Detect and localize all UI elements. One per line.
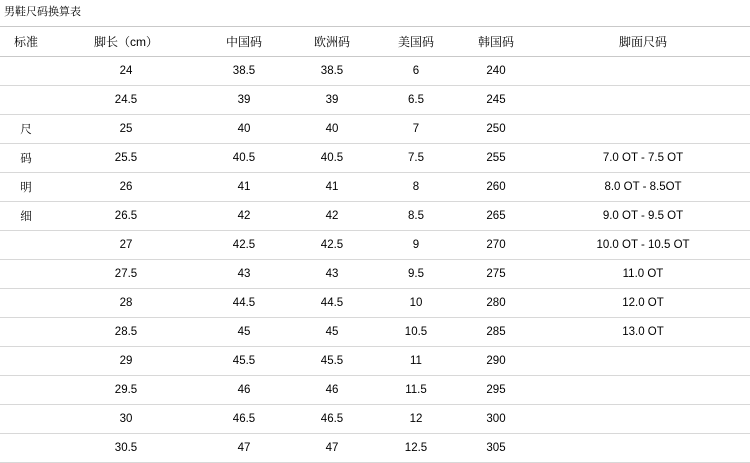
cell-instep-size: 7.0 OT - 7.5 OT — [536, 144, 750, 173]
row-label — [0, 347, 52, 376]
cell-foot-length: 25 — [52, 115, 200, 144]
shoe-size-conversion-table — [0, 26, 750, 463]
table-row — [0, 347, 750, 376]
page-title: 男鞋尺码换算表 — [4, 6, 81, 18]
cell-korea-size: 250 — [456, 115, 536, 144]
cell-korea-size: 280 — [456, 289, 536, 318]
row-label — [0, 318, 52, 347]
cell-europe-size: 38.5 — [288, 57, 376, 86]
cell-china-size: 40.5 — [200, 144, 288, 173]
table-row — [0, 318, 750, 347]
table-row — [0, 173, 750, 202]
table-row — [0, 86, 750, 115]
cell-china-size: 42 — [200, 202, 288, 231]
cell-foot-length: 28 — [52, 289, 200, 318]
cell-us-size: 9 — [376, 231, 456, 260]
table-row — [0, 260, 750, 289]
cell-instep-size: 11.0 OT — [536, 260, 750, 289]
cell-instep-size — [536, 86, 750, 115]
cell-us-size: 7 — [376, 115, 456, 144]
row-label: 尺 — [0, 115, 52, 144]
cell-us-size: 9.5 — [376, 260, 456, 289]
cell-instep-size — [536, 115, 750, 144]
row-label — [0, 289, 52, 318]
cell-instep-size: 8.0 OT - 8.5OT — [536, 173, 750, 202]
cell-europe-size: 45 — [288, 318, 376, 347]
cell-europe-size: 46.5 — [288, 405, 376, 434]
cell-china-size: 44.5 — [200, 289, 288, 318]
cell-korea-size: 255 — [456, 144, 536, 173]
cell-europe-size: 40.5 — [288, 144, 376, 173]
row-label — [0, 260, 52, 289]
row-label — [0, 376, 52, 405]
row-label: 细 — [0, 202, 52, 231]
cell-europe-size: 45.5 — [288, 347, 376, 376]
cell-europe-size: 42 — [288, 202, 376, 231]
cell-foot-length: 27.5 — [52, 260, 200, 289]
cell-korea-size: 240 — [456, 57, 536, 86]
row-label — [0, 231, 52, 260]
cell-foot-length: 26 — [52, 173, 200, 202]
cell-foot-length: 25.5 — [52, 144, 200, 173]
cell-us-size: 11 — [376, 347, 456, 376]
cell-korea-size: 265 — [456, 202, 536, 231]
cell-us-size: 7.5 — [376, 144, 456, 173]
cell-foot-length: 30.5 — [52, 434, 200, 463]
column-header-us-size: 美国码 — [376, 27, 456, 57]
cell-europe-size: 40 — [288, 115, 376, 144]
row-label: 明 — [0, 173, 52, 202]
cell-instep-size — [536, 57, 750, 86]
cell-china-size: 42.5 — [200, 231, 288, 260]
cell-us-size: 10 — [376, 289, 456, 318]
cell-us-size: 11.5 — [376, 376, 456, 405]
column-header-china-size: 中国码 — [200, 27, 288, 57]
column-header-korea-size: 韩国码 — [456, 27, 536, 57]
cell-foot-length: 27 — [52, 231, 200, 260]
cell-foot-length: 24.5 — [52, 86, 200, 115]
cell-china-size: 41 — [200, 173, 288, 202]
cell-instep-size: 13.0 OT — [536, 318, 750, 347]
table-row — [0, 434, 750, 463]
header-row — [0, 27, 750, 57]
cell-instep-size: 10.0 OT - 10.5 OT — [536, 231, 750, 260]
table-row — [0, 405, 750, 434]
table-header — [0, 27, 750, 57]
table-row — [0, 202, 750, 231]
row-label — [0, 86, 52, 115]
table-row — [0, 57, 750, 86]
table-row — [0, 231, 750, 260]
table-row — [0, 144, 750, 173]
cell-instep-size: 9.0 OT - 9.5 OT — [536, 202, 750, 231]
cell-europe-size: 46 — [288, 376, 376, 405]
cell-instep-size — [536, 405, 750, 434]
column-header-europe-size: 欧洲码 — [288, 27, 376, 57]
cell-instep-size — [536, 376, 750, 405]
cell-korea-size: 275 — [456, 260, 536, 289]
cell-us-size: 12 — [376, 405, 456, 434]
cell-china-size: 43 — [200, 260, 288, 289]
column-header-instep-size: 脚面尺码 — [536, 27, 750, 57]
cell-us-size: 8.5 — [376, 202, 456, 231]
table-row — [0, 289, 750, 318]
cell-us-size: 10.5 — [376, 318, 456, 347]
cell-china-size: 46.5 — [200, 405, 288, 434]
column-header-foot-length: 脚长（cm） — [52, 27, 200, 57]
cell-korea-size: 245 — [456, 86, 536, 115]
row-label — [0, 405, 52, 434]
cell-foot-length: 24 — [52, 57, 200, 86]
cell-china-size: 39 — [200, 86, 288, 115]
cell-china-size: 47 — [200, 434, 288, 463]
cell-china-size: 45.5 — [200, 347, 288, 376]
cell-europe-size: 43 — [288, 260, 376, 289]
table-body — [0, 57, 750, 463]
cell-korea-size: 260 — [456, 173, 536, 202]
cell-china-size: 45 — [200, 318, 288, 347]
row-label — [0, 57, 52, 86]
cell-europe-size: 41 — [288, 173, 376, 202]
cell-foot-length: 29 — [52, 347, 200, 376]
cell-instep-size — [536, 347, 750, 376]
cell-europe-size: 47 — [288, 434, 376, 463]
cell-us-size: 6 — [376, 57, 456, 86]
cell-instep-size — [536, 434, 750, 463]
row-label — [0, 434, 52, 463]
row-label: 码 — [0, 144, 52, 173]
cell-korea-size: 290 — [456, 347, 536, 376]
cell-china-size: 46 — [200, 376, 288, 405]
cell-foot-length: 29.5 — [52, 376, 200, 405]
cell-korea-size: 300 — [456, 405, 536, 434]
table-row — [0, 115, 750, 144]
cell-china-size: 40 — [200, 115, 288, 144]
cell-china-size: 38.5 — [200, 57, 288, 86]
cell-foot-length: 28.5 — [52, 318, 200, 347]
cell-foot-length: 30 — [52, 405, 200, 434]
table-row — [0, 376, 750, 405]
cell-us-size: 6.5 — [376, 86, 456, 115]
cell-korea-size: 270 — [456, 231, 536, 260]
column-header-standard: 标准 — [0, 27, 52, 57]
cell-europe-size: 39 — [288, 86, 376, 115]
cell-korea-size: 295 — [456, 376, 536, 405]
cell-korea-size: 305 — [456, 434, 536, 463]
cell-europe-size: 42.5 — [288, 231, 376, 260]
cell-europe-size: 44.5 — [288, 289, 376, 318]
cell-us-size: 8 — [376, 173, 456, 202]
cell-us-size: 12.5 — [376, 434, 456, 463]
cell-foot-length: 26.5 — [52, 202, 200, 231]
cell-korea-size: 285 — [456, 318, 536, 347]
cell-instep-size: 12.0 OT — [536, 289, 750, 318]
